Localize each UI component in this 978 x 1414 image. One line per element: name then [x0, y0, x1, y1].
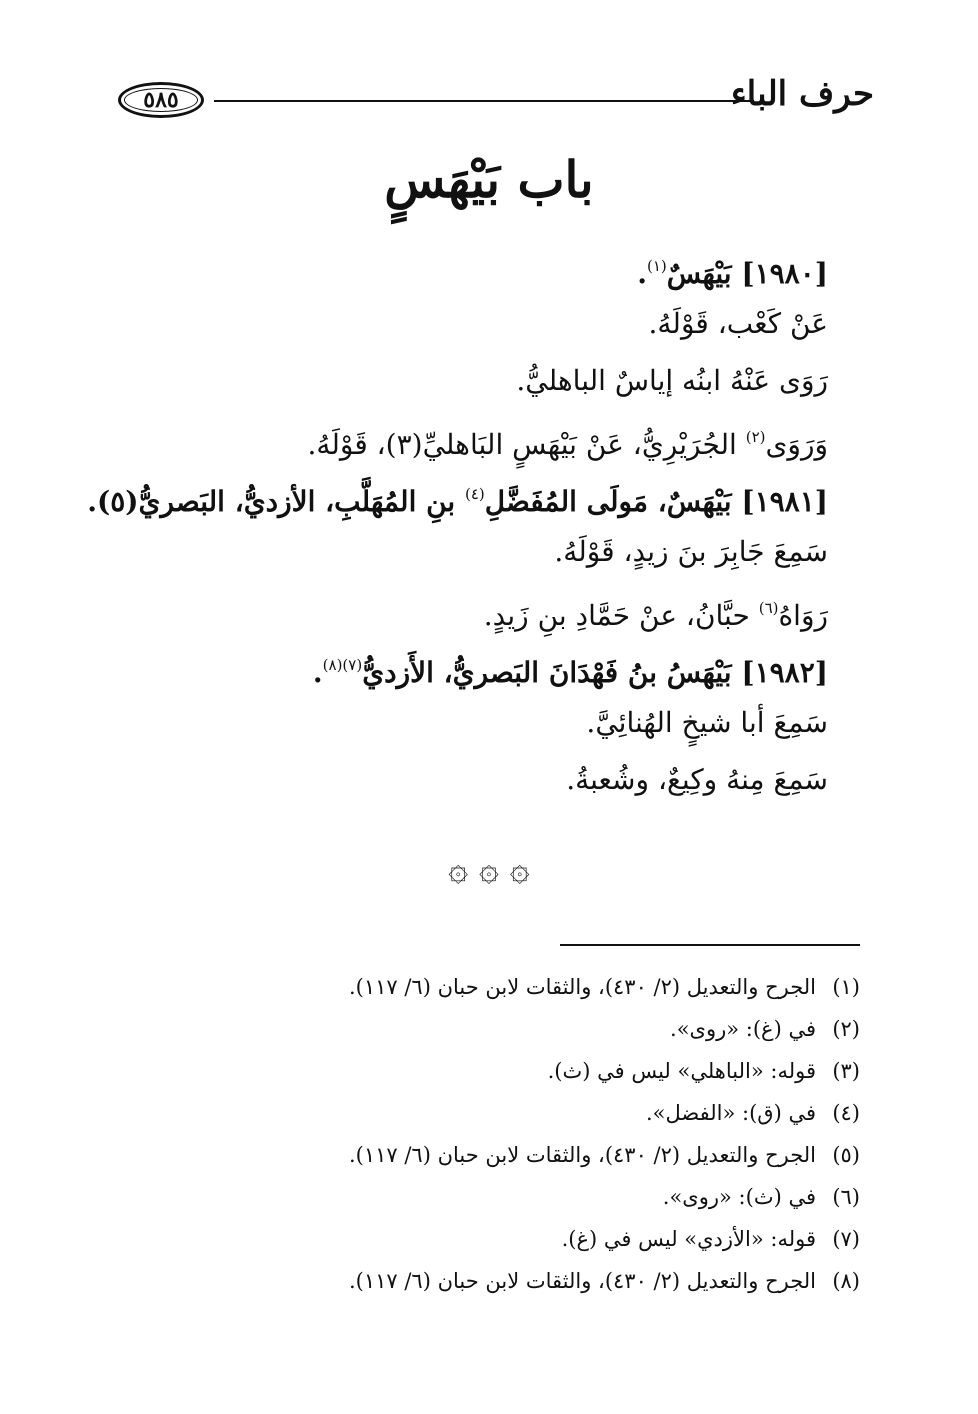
footnote-number: (٧): [832, 1227, 860, 1251]
entry-line: سَمِعَ أبا شيخٍ الهُنائِيَّ.: [586, 706, 828, 739]
footnote-marker[interactable]: (٧)(٨): [322, 656, 363, 674]
entry-line: سَمِعَ مِنهُ وكِيعٌ، وشُعبةُ.: [566, 763, 828, 796]
page-number: ٥٨٥: [143, 87, 179, 113]
footnote-marker[interactable]: (٢): [745, 428, 766, 446]
footnote-line: (١)الجرح والتعديل (٢/ ٤٣٠)، والثقات لابن حبان (٦/ ١١٧).: [120, 966, 860, 1008]
entry-line: [١٩٨٢] بَيْهَسُ بنُ فَهْدَانَ البَصريُّ، الأَزديُّ$^{(٧)(٨)}$.: [312, 656, 828, 689]
page-number-badge: [118, 82, 204, 118]
footnote-line: (٨)الجرح والتعديل (٢/ ٤٣٠)، والثقات لابن حبان (٦/ ١١٧).: [120, 1260, 860, 1302]
footnote-marker[interactable]: (١): [646, 257, 667, 275]
entry-line: وَرَوَى$^{(٢)}$ الجُرَيْرِيُّ، عَنْ بَيْهَسٍ البَاهليِّ(٣)، قَوْلَهُ.: [307, 428, 828, 461]
footnote-number: (٥): [832, 1143, 860, 1167]
footnote-line: (٦)في (ث): «روى».: [120, 1176, 860, 1218]
footnote-line: (٥)الجرح والتعديل (٢/ ٤٣٠)، والثقات لابن حبان (٦/ ١١٧).: [120, 1134, 860, 1176]
section-ornament: ۞ ۞ ۞: [448, 849, 530, 889]
footnote-number: (٣): [832, 1059, 860, 1083]
entry-line: سَمِعَ جَابِرَ بنَ زيدٍ، قَوْلَهُ.: [554, 535, 828, 568]
footnote-rule: [560, 944, 860, 946]
running-title: حرف الباء: [730, 74, 874, 114]
footnote-number: (٨): [832, 1269, 860, 1293]
chapter-title: باب بَيْهَسٍ: [384, 150, 594, 209]
header-rule: [214, 100, 754, 102]
entry-line: رَوَى عَنْهُ ابنُه إياسٌ الباهليُّ.: [516, 364, 828, 397]
footnotes: [120, 966, 860, 1302]
footnote-marker[interactable]: (٤): [464, 485, 485, 503]
entry-line: عَنْ كَعْب، قَوْلَهُ.: [648, 307, 828, 340]
footnote-line: (٧)قوله: «الأزدي» ليس في (غ).: [120, 1218, 860, 1260]
body-text: [87, 238, 828, 808]
footnote-number: (٤): [832, 1101, 860, 1125]
footnote-marker[interactable]: (٦): [758, 599, 779, 617]
footnote-number: (٢): [832, 1017, 860, 1041]
entry-line: [١٩٨٠] بَيْهَسٌ$^{(١)}$.: [637, 257, 828, 290]
entry-line: رَوَاهُ$^{(٦)}$ حبَّانُ، عنْ حَمَّادِ بنِ زَيدٍ.: [483, 599, 828, 632]
footnote-line: (٣)قوله: «الباهلي» ليس في (ث).: [120, 1050, 860, 1092]
footnote-number: (٦): [832, 1185, 860, 1209]
footnote-line: (٢)في (غ): «روى».: [120, 1008, 860, 1050]
page-header: [118, 72, 874, 136]
entry-line: [١٩٨١] بَيْهَسٌ، مَولَى المُفَضَّلِ$^{(٤)}$ بنِ المُهَلَّبِ، الأزديُّ، البَصريُّ(٥).: [87, 485, 828, 518]
footnote-number: (١): [832, 975, 860, 999]
footnote-line: (٤)في (ق): «الفضل».: [120, 1092, 860, 1134]
